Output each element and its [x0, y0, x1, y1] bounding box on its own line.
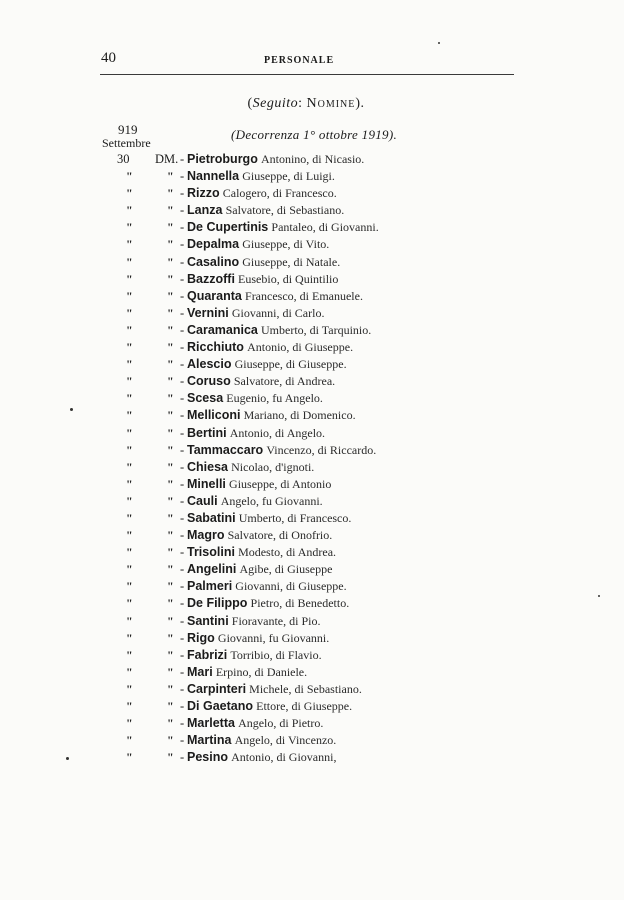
entry-details: Michele, di Sebastiano. — [249, 681, 362, 696]
entry-details: Salvatore, di Andrea. — [233, 374, 336, 389]
entry-text — [187, 682, 362, 697]
entry-details: Pantaleo, di Giovanni. — [271, 220, 379, 235]
entry-details: Giovanni, fu Giovanni. — [217, 630, 330, 645]
entry-surname: Lanza — [187, 203, 223, 218]
ditto-mark: " — [126, 681, 133, 696]
entry-text — [187, 562, 332, 577]
entry-text — [187, 152, 364, 167]
ditto-mark: " — [167, 699, 174, 713]
entry-dash: - — [180, 220, 185, 235]
entry-details: Vincenzo, di Riccardo. — [266, 442, 377, 457]
ditto-mark: " — [126, 322, 133, 337]
entry-surname: Trisolini — [187, 545, 235, 560]
ditto-mark: " — [167, 647, 174, 662]
entry-text — [187, 237, 329, 252]
entry-surname: Bertini — [187, 425, 227, 440]
entry-dash: - — [180, 596, 185, 611]
list-item — [0, 648, 624, 665]
entry-details: Antonio, di Angelo. — [229, 425, 326, 440]
ditto-mark: " — [126, 340, 133, 355]
entry-dash: - — [180, 681, 185, 696]
entry-surname: Quaranta — [187, 288, 242, 303]
section-title-colon: : — [298, 96, 307, 111]
entry-day: 30 — [117, 152, 130, 166]
list-item — [0, 374, 624, 391]
entry-dash: - — [180, 510, 185, 525]
list-item — [0, 665, 624, 682]
entry-surname: Fabrizi — [187, 647, 228, 662]
ditto-mark: " — [126, 169, 133, 184]
entry-text — [187, 255, 340, 270]
entry-details: Erpino, di Daniele. — [215, 664, 308, 679]
entry-surname: De Filippo — [187, 596, 248, 611]
entry-details: Angelo, fu Giovanni. — [220, 493, 323, 508]
entry-dash: - — [180, 613, 185, 628]
entry-surname: Scesa — [187, 391, 224, 406]
entry-text — [187, 272, 338, 287]
entry-details: Salvatore, di Onofrio. — [227, 528, 333, 543]
ditto-mark: " — [126, 459, 133, 474]
ditto-mark: " — [126, 305, 133, 320]
ditto-mark: " — [167, 357, 174, 372]
entry-text — [187, 648, 322, 663]
entry-dash: - — [180, 733, 185, 748]
entry-surname: De Cupertinis — [187, 220, 269, 235]
entry-dash: - — [180, 271, 185, 286]
entry-dash: - — [180, 579, 185, 594]
entry-details: Eugenio, fu Angelo. — [226, 391, 323, 406]
section-title-seguito: Seguito — [252, 96, 299, 111]
ditto-mark: " — [167, 596, 174, 611]
entry-surname: Martina — [187, 733, 232, 748]
decorrenza-note: (Decorrenza 1° ottobre 1919). — [231, 127, 398, 142]
ditto-mark: " — [126, 220, 133, 235]
ditto-mark: " — [126, 716, 133, 731]
entry-surname: Caramanica — [187, 322, 258, 337]
entry-grade: DM. — [155, 152, 179, 166]
ditto-mark: " — [167, 493, 174, 508]
header-rule — [100, 74, 514, 75]
ditto-mark: " — [167, 681, 174, 696]
entry-details: Francesco, di Emanuele. — [245, 288, 363, 303]
entry-details: Eusebio, di Quintilio — [238, 271, 339, 286]
entry-text — [187, 426, 325, 441]
ditto-mark: " — [126, 408, 133, 423]
ditto-mark: " — [126, 391, 133, 406]
entry-details: Giuseppe, di Luigi. — [242, 169, 335, 184]
ditto-mark: " — [167, 305, 174, 320]
section-title-open: ( — [247, 96, 253, 111]
entry-text — [187, 289, 363, 304]
entry-dash: - — [180, 476, 185, 491]
entry-surname: Ricchiuto — [187, 340, 244, 355]
entry-details: Agibe, di Giuseppe — [239, 562, 333, 577]
entry-surname: Depalma — [187, 237, 240, 252]
section-title-close: ). — [355, 96, 365, 111]
entry-dash: - — [180, 493, 185, 508]
entry-details: Giovanni, di Carlo. — [231, 305, 325, 320]
ditto-mark: " — [167, 630, 174, 645]
entry-text — [187, 169, 335, 184]
ditto-mark: " — [126, 271, 133, 286]
ditto-mark: " — [126, 203, 133, 218]
list-item — [0, 528, 624, 545]
speck — [598, 595, 600, 597]
ditto-mark: " — [167, 169, 174, 184]
speck — [66, 757, 69, 760]
entry-details: Fioravante, di Pio. — [231, 613, 321, 628]
list-item — [0, 306, 624, 323]
ditto-mark: " — [167, 510, 174, 525]
entry-text — [187, 477, 331, 492]
speck — [438, 42, 440, 44]
entry-details: Nicolao, d'ignoti. — [231, 459, 315, 474]
entry-details: Antonio, di Giovanni, — [231, 750, 337, 765]
list-item — [0, 203, 624, 220]
ditto-mark: " — [167, 459, 174, 474]
entry-surname: Marletta — [187, 716, 235, 731]
entry-details: Giuseppe, di Vito. — [242, 237, 330, 252]
ditto-mark: " — [126, 493, 133, 508]
entry-text — [187, 579, 347, 594]
entry-details: Angelo, di Vincenzo. — [234, 733, 337, 748]
list-item — [0, 289, 624, 306]
ditto-mark: " — [126, 664, 133, 679]
entry-text — [187, 596, 349, 611]
entry-surname: Rigo — [187, 630, 215, 645]
list-item — [0, 255, 624, 272]
list-item — [0, 733, 624, 750]
ditto-mark: " — [167, 442, 174, 457]
ditto-mark: " — [126, 562, 133, 577]
entry-details: Torribio, di Flavio. — [230, 647, 322, 662]
page-number: 40 — [101, 50, 116, 66]
list-item — [0, 357, 624, 374]
list-item — [0, 579, 624, 596]
entry-surname: Di Gaetano — [187, 699, 253, 713]
entry-surname: Sabatini — [187, 510, 236, 525]
entry-surname: Bazzoffi — [187, 271, 235, 286]
entry-text — [187, 408, 356, 423]
ditto-mark: " — [167, 254, 174, 269]
list-item — [0, 614, 624, 631]
ditto-mark: " — [126, 579, 133, 594]
entry-details: Pietro, di Benedetto. — [250, 596, 350, 611]
entry-dash: - — [180, 391, 185, 406]
entry-dash: - — [180, 545, 185, 560]
ditto-mark: " — [126, 357, 133, 372]
entry-text — [187, 374, 335, 389]
entry-surname: Rizzo — [187, 186, 220, 201]
entry-dash: - — [180, 186, 185, 201]
ditto-mark: " — [126, 596, 133, 611]
entry-text — [187, 750, 336, 765]
entry-surname: Minelli — [187, 476, 226, 491]
entry-dash: - — [180, 528, 185, 543]
ditto-mark: " — [167, 562, 174, 577]
list-item — [0, 631, 624, 648]
entry-dash: - — [180, 664, 185, 679]
list-item — [0, 220, 624, 237]
list-item — [0, 716, 624, 733]
margin-month: Settembre — [102, 136, 151, 150]
entry-details: Giovanni, di Giuseppe. — [235, 579, 347, 594]
entry-details: Ettore, di Giuseppe. — [256, 699, 353, 713]
ditto-mark: " — [167, 545, 174, 560]
entry-dash: - — [180, 425, 185, 440]
entry-details: Umberto, di Tarquinio. — [261, 322, 372, 337]
ditto-mark: " — [126, 442, 133, 457]
list-item — [0, 391, 624, 408]
ditto-mark: " — [126, 528, 133, 543]
list-item — [0, 169, 624, 186]
ditto-mark: " — [126, 630, 133, 645]
list-item — [0, 477, 624, 494]
entry-text — [187, 511, 351, 526]
list-item — [0, 443, 624, 460]
ditto-mark: " — [126, 186, 133, 201]
ditto-mark: " — [167, 425, 174, 440]
entry-details: Antonino, di Nicasio. — [260, 152, 365, 166]
ditto-mark: " — [167, 220, 174, 235]
entry-text — [187, 545, 336, 560]
entry-surname: Palmeri — [187, 579, 233, 594]
entry-dash: - — [180, 322, 185, 337]
entry-text — [187, 494, 323, 509]
entry-text — [187, 357, 347, 372]
ditto-mark: " — [167, 579, 174, 594]
entry-details: Modesto, di Andrea. — [238, 545, 337, 560]
entry-text — [187, 306, 324, 321]
entry-surname: Angelini — [187, 562, 237, 577]
entry-dash: - — [180, 237, 185, 252]
ditto-mark: " — [126, 699, 133, 713]
list-item — [0, 682, 624, 699]
ditto-mark: " — [167, 186, 174, 201]
list-item — [0, 494, 624, 511]
entry-text — [187, 528, 332, 543]
entry-text — [187, 631, 329, 646]
ditto-mark: " — [167, 237, 174, 252]
entry-details: Umberto, di Francesco. — [238, 510, 352, 525]
entry-surname: Magro — [187, 528, 225, 543]
ditto-mark: " — [167, 271, 174, 286]
entry-surname: Casalino — [187, 254, 240, 269]
entry-dash: - — [180, 203, 185, 218]
entry-details: Calogero, di Francesco. — [222, 186, 337, 201]
entry-dash: - — [180, 357, 185, 372]
entry-dash: - — [180, 254, 185, 269]
ditto-mark: " — [167, 733, 174, 748]
entry-text — [187, 220, 379, 235]
entry-dash: - — [180, 152, 185, 166]
entry-text — [187, 460, 314, 475]
entry-details: Giuseppe, di Antonio — [229, 476, 332, 491]
entry-dash: - — [180, 169, 185, 184]
ditto-mark: " — [167, 716, 174, 731]
entry-dash: - — [180, 699, 185, 713]
ditto-mark: " — [126, 237, 133, 252]
ditto-mark: " — [167, 664, 174, 679]
ditto-mark: " — [167, 374, 174, 389]
ditto-mark: " — [167, 322, 174, 337]
entry-dash: - — [180, 340, 185, 355]
entry-text — [187, 186, 337, 201]
speck — [70, 408, 73, 411]
entry-surname: Pesino — [187, 750, 228, 765]
entry-surname: Chiesa — [187, 459, 228, 474]
ditto-mark: " — [167, 613, 174, 628]
ditto-mark: " — [126, 545, 133, 560]
list-item — [0, 186, 624, 203]
entry-dash: - — [180, 408, 185, 423]
ditto-mark: " — [126, 613, 133, 628]
list-item — [0, 562, 624, 579]
entry-surname: Vernini — [187, 305, 229, 320]
entry-dash: - — [180, 374, 185, 389]
list-item — [0, 340, 624, 357]
ditto-mark: " — [167, 476, 174, 491]
entry-details: Salvatore, di Sebastiano. — [225, 203, 345, 218]
entry-details: Mariano, di Domenico. — [243, 408, 356, 423]
entry-surname: Pietroburgo — [187, 152, 258, 166]
entry-details: Antonio, di Giuseppe. — [247, 340, 354, 355]
ditto-mark: " — [167, 288, 174, 303]
ditto-mark: " — [126, 750, 133, 765]
section-title — [0, 96, 612, 112]
ditto-mark: " — [167, 750, 174, 765]
entry-surname: Nannella — [187, 169, 240, 184]
list-item — [0, 596, 624, 613]
entry-details: Giuseppe, di Giuseppe. — [234, 357, 347, 372]
entry-surname: Tammaccaro — [187, 442, 264, 457]
entry-surname: Santini — [187, 613, 229, 628]
section-title-nomine: Nomine — [306, 96, 356, 111]
entry-surname: Coruso — [187, 374, 231, 389]
nominations-list — [0, 152, 624, 767]
ditto-mark: " — [126, 647, 133, 662]
entry-dash: - — [180, 305, 185, 320]
ditto-mark: " — [126, 425, 133, 440]
entry-surname: Alescio — [187, 357, 232, 372]
entry-surname: Mari — [187, 664, 213, 679]
ditto-mark: " — [126, 374, 133, 389]
ditto-mark: " — [167, 391, 174, 406]
ditto-mark: " — [126, 288, 133, 303]
ditto-mark: " — [126, 733, 133, 748]
running-title: PERSONALE — [264, 55, 335, 66]
entry-dash: - — [180, 562, 185, 577]
entry-text — [187, 443, 376, 458]
entry-text — [187, 699, 352, 714]
entry-dash: - — [180, 630, 185, 645]
entry-text — [187, 614, 320, 629]
entry-dash: - — [180, 716, 185, 731]
entry-details: Angelo, di Pietro. — [238, 716, 324, 731]
entry-text — [187, 716, 323, 731]
list-item — [0, 152, 624, 169]
list-item — [0, 545, 624, 562]
entry-text — [187, 391, 323, 406]
entry-dash: - — [180, 459, 185, 474]
list-item — [0, 511, 624, 528]
ditto-mark: " — [126, 476, 133, 491]
entry-dash: - — [180, 288, 185, 303]
ditto-mark: " — [126, 254, 133, 269]
ditto-mark: " — [167, 528, 174, 543]
entry-text — [187, 340, 353, 355]
entry-surname: Carpinteri — [187, 681, 247, 696]
list-item — [0, 750, 624, 767]
entry-surname: Cauli — [187, 493, 218, 508]
ditto-mark: " — [167, 203, 174, 218]
margin-year: 919 — [118, 122, 138, 137]
entry-dash: - — [180, 442, 185, 457]
entry-details: Giuseppe, di Natale. — [242, 254, 341, 269]
entry-surname: Melliconi — [187, 408, 241, 423]
list-item — [0, 408, 624, 425]
ditto-mark: " — [167, 408, 174, 423]
entry-text — [187, 323, 371, 338]
entry-dash: - — [180, 647, 185, 662]
entry-text — [187, 733, 336, 748]
list-item — [0, 460, 624, 477]
list-item — [0, 699, 624, 716]
list-item — [0, 272, 624, 289]
ditto-mark: " — [167, 340, 174, 355]
entry-text — [187, 665, 307, 680]
list-item — [0, 426, 624, 443]
entry-dash: - — [180, 750, 185, 765]
entry-text — [187, 203, 344, 218]
list-item — [0, 237, 624, 254]
ditto-mark: " — [126, 510, 133, 525]
list-item — [0, 323, 624, 340]
